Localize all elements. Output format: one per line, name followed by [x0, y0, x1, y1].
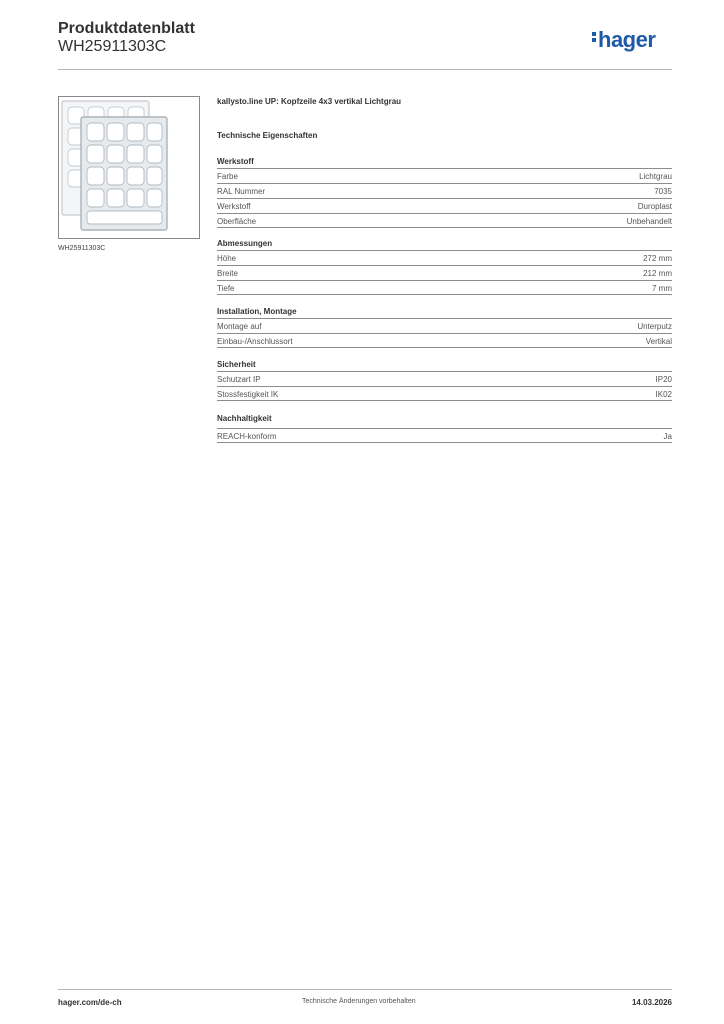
table-row — [217, 386, 672, 401]
table-row — [217, 333, 672, 348]
table-row — [217, 265, 672, 280]
table-row — [217, 213, 672, 228]
row-value: 212 mm — [643, 269, 672, 278]
row-label: Farbe — [217, 172, 238, 181]
row-label: REACH-konform — [217, 432, 277, 441]
row-value: 7 mm — [652, 284, 672, 293]
row-value: 7035 — [654, 187, 672, 196]
group-title-sicherheit: Sicherheit — [217, 360, 256, 369]
header-divider — [58, 69, 672, 70]
row-value: Duroplast — [637, 202, 672, 211]
table-row — [217, 250, 672, 265]
group-title-installation: Installation, Montage — [217, 307, 297, 316]
row-value: IP20 — [655, 375, 672, 384]
row-value: Lichtgrau — [639, 172, 672, 181]
logo-dots-icon — [592, 32, 596, 44]
table-row — [217, 280, 672, 295]
table-row — [217, 198, 672, 213]
table-row — [217, 183, 672, 198]
table-row — [217, 318, 672, 333]
row-value: Vertikal — [645, 337, 672, 346]
row-value: Ja — [663, 432, 672, 441]
section-heading: Technische Eigenschaften — [217, 131, 318, 140]
row-label: Stossfestigkeit IK — [217, 390, 279, 399]
footer-divider — [58, 989, 672, 990]
row-label: Höhe — [217, 254, 237, 263]
logo-text: hager — [598, 27, 656, 52]
row-value: IK02 — [655, 390, 672, 399]
footer-website-link[interactable]: hager.com/de-ch — [58, 998, 122, 1007]
product-image — [58, 96, 200, 239]
row-label: Werkstoff — [217, 202, 251, 211]
row-label: Montage auf — [217, 322, 262, 331]
hager-logo — [592, 27, 655, 53]
row-label: Schutzart IP — [217, 375, 261, 384]
row-value: Unbehandelt — [626, 217, 672, 226]
table-row — [217, 168, 672, 183]
row-label: Breite — [217, 269, 238, 278]
product-name: kallysto.line UP: Kopfzeile 4x3 vertikal Lichtgrau — [217, 97, 402, 106]
row-label: RAL Nummer — [217, 187, 266, 196]
product-frame-illustration — [59, 97, 199, 238]
image-caption: WH25911303C — [58, 245, 106, 252]
row-label: Einbau-/Anschlussort — [217, 337, 293, 346]
group-title-werkstoff: Werkstoff — [217, 157, 254, 166]
footer-notice: Technische Änderungen vorbehalten — [302, 998, 416, 1005]
group-title-nachhaltigkeit: Nachhaltigkeit — [217, 414, 272, 423]
table-row — [217, 371, 672, 386]
row-label: Tiefe — [217, 284, 235, 293]
row-value: Unterputz — [637, 322, 672, 331]
row-label: Oberfläche — [217, 217, 257, 226]
page-title: Produktdatenblatt — [58, 20, 195, 37]
row-value: 272 mm — [643, 254, 672, 263]
product-sku: WH25911303C — [58, 38, 167, 55]
table-row — [217, 428, 672, 443]
footer-date: 14.03.2026 — [631, 998, 672, 1007]
group-title-abmessungen: Abmessungen — [217, 239, 273, 248]
